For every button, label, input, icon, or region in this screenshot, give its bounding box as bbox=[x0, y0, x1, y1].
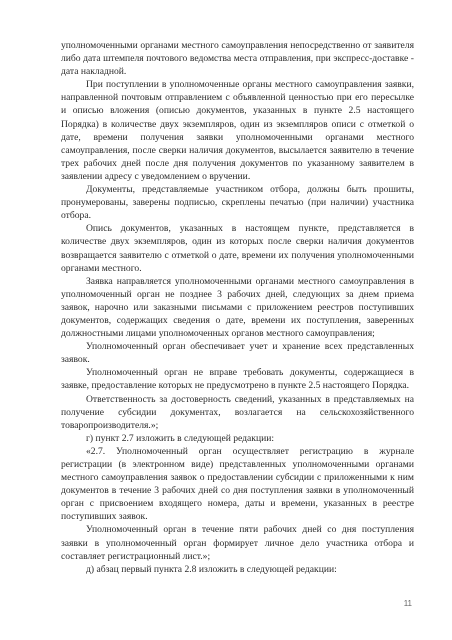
paragraph: Уполномоченный орган обеспечивает учет и хранение всех представленных заявок. bbox=[61, 341, 414, 366]
paragraph: Уполномоченный орган в течение пяти рабочих дней со дня поступления заявки в уполномоченный орган формирует личное дело участника отбора и составляет регистрационный лист.»; bbox=[61, 524, 414, 562]
paragraph: Уполномоченный орган не вправе требовать документы, содержащиеся в заявке, предоставление которых не предусмотрено в пункте 2.5 настоящего Порядка. bbox=[61, 367, 414, 392]
paragraph: Документы, представляемые участником отбора, должны быть прошиты, пронумерованы, заверены подписью, скреплены печатью (при наличии) участника отбора. bbox=[61, 184, 414, 222]
paragraph: «2.7. Уполномоченный орган осуществляет регистрацию в журнале регистрации (в электронном виде) представленных уполномоченными органами местного самоуправления заявок о предоставлении субсидии с приложенными к ним документов в течение 3 рабочих дней со дня поступления заявки в уполномоченный орган с присвоением входящего номера, даты и времени, указанных в реестре поступивших заявок. bbox=[61, 445, 414, 523]
paragraph: При поступлении в уполномоченные органы местного самоуправления заявки, направленной почтовым отправлением с объявленной ценностью при его пересылке и описью вложения (описью документов, указанных в пункте 2.5 настоящего Порядка) в количестве двух экземпляров, один из экземпляров описи с отметкой о дате, времени получения заявки уполномоченными органами местного самоуправления, после сверки наличия документов, высылается заявителю в течение трех рабочих дней после дня получения документов по указанному заявителем в заявлении адресу с уведомлением о вручении. bbox=[61, 79, 414, 182]
paragraph: Опись документов, указанных в настоящем пункте, представляется в количестве двух экземпляров, один из которых после сверки наличия документов возвращается заявителю с отметкой о дате, времени их получения уполномоченными органами местного. bbox=[61, 223, 414, 274]
paragraph: уполномоченными органами местного самоуправления непосредственно от заявителя либо дата штемпеля почтового ведомства места отправления, при экспресс-доставке - дата накладной. bbox=[61, 40, 414, 78]
paragraph: Ответственность за достоверность сведений, указанных в представляемых на получение субсидии документах, возлагается на сельскохозяйственного товаропроизводителя.»; bbox=[61, 393, 414, 431]
paragraph: Заявка направляется уполномоченными органами местного самоуправления в уполномоченный орган не позднее 3 рабочих дней, следующих за днем приема заявок, нарочно или заказными письмами с приложением реестров поступивших документов, содержащих сведения о дате, времени их поступления, заверенных должностными лицами уполномоченных органов местного самоуправления; bbox=[61, 275, 414, 340]
page-body bbox=[61, 39, 414, 576]
paragraph: г) пункт 2.7 изложить в следующей редакции: bbox=[86, 432, 275, 444]
paragraph: д) абзац первый пункта 2.8 изложить в следующей редакции: bbox=[86, 563, 337, 575]
page-number: 11 bbox=[403, 599, 412, 608]
